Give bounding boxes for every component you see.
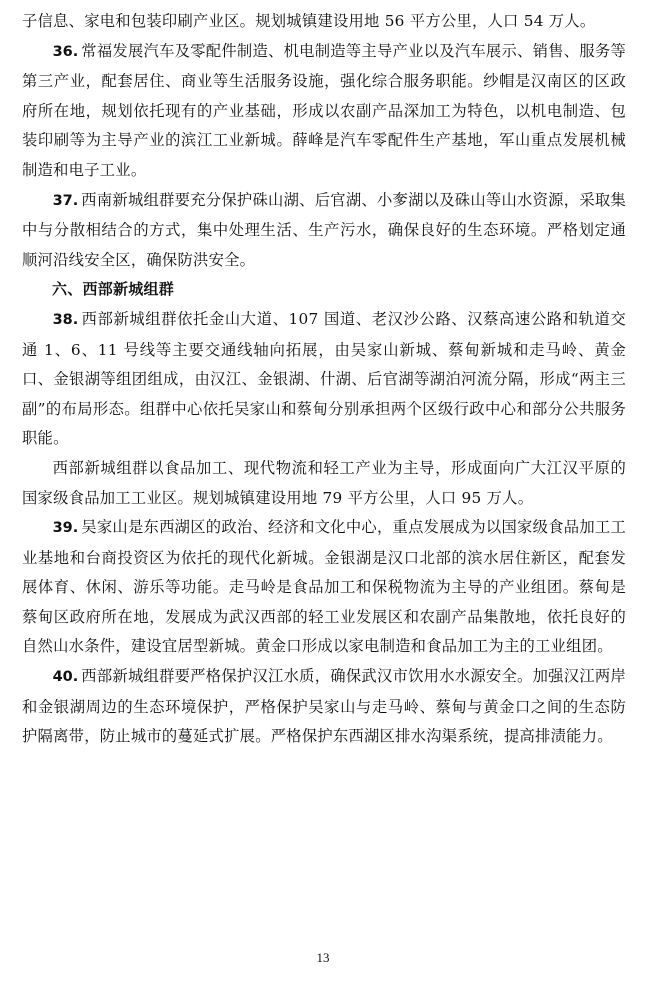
paragraph-text: 西部新城组群要严格保护汉江水质，确保武汉市饮用水水源安全。加强汉江两岸和金银湖周边的生态环境保护，严格保护吴家山与走马岭、蔡甸与黄金口之间的生态防护隔离带，防止城市的蔓延式扩展。严格保护东西湖区排水沟渠系统，提高排渍能力。 <box>22 667 626 746</box>
section-heading: 六、西部新城组群 <box>52 280 175 299</box>
page-number: 13 <box>316 950 330 965</box>
paragraph-number: 38. <box>52 311 79 328</box>
paragraph-text: 子信息、家电和包装印刷产业区。规划城镇建设用地 56 平方公里，人口 54 万人。 <box>22 12 596 30</box>
paragraph-40 <box>22 662 626 752</box>
paragraph-number: 37. <box>52 192 79 209</box>
paragraph-text: 西部新城组群依托金山大道、107 国道、老汉沙公路、汉蔡高速公路和轨道交通 1、6、11 号线等主要交通线轴向拓展，由吴家山新城、蔡甸新城和走马岭、黄金口、金银湖等组团组成，由汉江、金银湖、什湖、后官湖等湖泊河流分隔，形成“两主三副”的布局形态。组群中心依托吴家山和蔡甸分别承担两个区级行政中心和部分公共服务职能。 <box>22 309 626 448</box>
paragraph-number: 36. <box>52 43 79 60</box>
paragraph-number: 40. <box>52 669 79 686</box>
paragraph-text: 西部新城组群以食品加工、现代物流和轻工产业为主导，形成面向广大江汉平原的国家级食品加工工业区。规划城镇建设用地 79 平方公里，人口 95 万人。 <box>22 458 626 507</box>
paragraph-text: 常福发展汽车及零配件制造、机电制造等主导产业以及汽车展示、销售、服务等第三产业，配套居住、商业等生活服务设施，强化综合服务职能。纱帽是汉南区的区政府所在地，规划依托现有的产业基础，形成以农副产品深加工为特色，以机电制造、包装印刷等为主导产业的滨江工业新城。薛峰是汽车零配件生产基地，军山重点发展机械制造和电子工业。 <box>22 41 626 179</box>
paragraph-37 <box>22 186 626 276</box>
document-body <box>22 7 626 752</box>
paragraph-38 <box>22 305 626 454</box>
paragraph-text: 西南新城组群要充分保护硃山湖、后官湖、小奓湖以及硃山等山水资源，采取集中与分散相结合的方式，集中处理生活、生产污水，确保良好的生态环境。严格划定通顺河沿线安全区，确保防洪安全。 <box>22 190 626 269</box>
paragraph-36 <box>22 37 626 186</box>
paragraph-number: 39. <box>52 520 79 537</box>
paragraph-38-continued <box>22 454 626 513</box>
paragraph-39 <box>22 513 626 662</box>
paragraph-continued <box>22 7 626 37</box>
paragraph-text: 吴家山是东西湖区的政治、经济和文化中心，重点发展成为以国家级食品加工工业基地和台商投资区为依托的现代化新城。金银湖是汉口北部的滨水居住新区，配套发展体育、休闲、游乐等功能。走马岭是食品加工和保税物流为主导的产业组团。蔡甸是蔡甸区政府所在地，发展成为武汉西部的轻工业发展区和农副产品集散地，依托良好的自然山水条件，建设宜居型新城。黄金口形成以家电制造和食品加工为主的工业组团。 <box>22 518 626 656</box>
